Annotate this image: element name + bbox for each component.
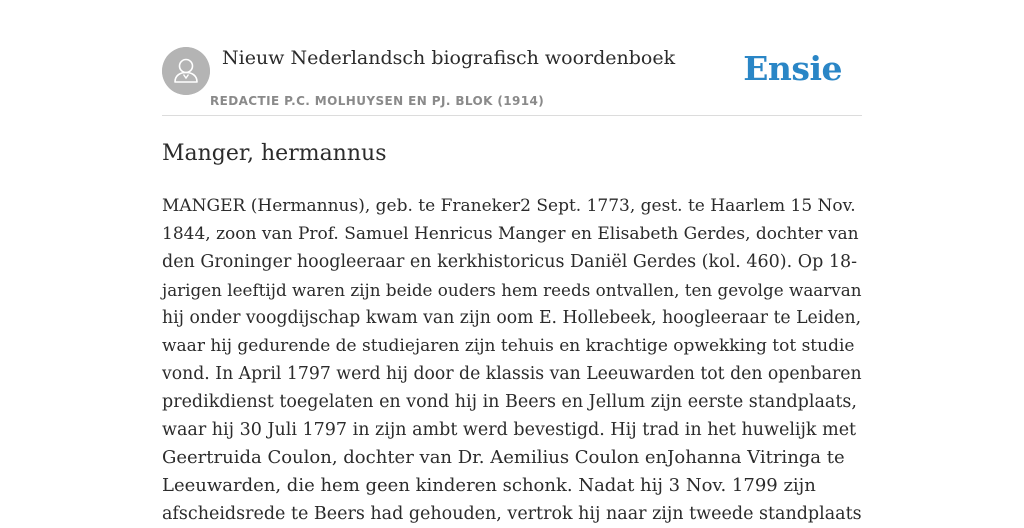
- entry-body-line: vond. In April 1797 werd hij door de klassis van Leeuwarden tot den openbaren: [162, 364, 862, 384]
- entry-body-line: Geertruida Coulon, dochter van Dr. Aemilius Coulon enJohanna Vitringa te: [162, 447, 845, 468]
- entry-body-line: MANGER (Hermannus), geb. te Franeker2 Sept. 1773, gest. te Haarlem 15 Nov.: [162, 196, 856, 216]
- source-title[interactable]: Nieuw Nederlandsch biografisch woordenboek: [222, 47, 676, 69]
- entry-title: Manger, hermannus: [162, 141, 387, 166]
- entry-body-line: Leeuwarden, die hem geen kinderen schonk. Nadat hij 3 Nov. 1799 zijn: [162, 475, 816, 496]
- entry-body-line: den Groninger hoogleeraar en kerkhistoricus Daniël Gerdes (kol. 460). Op 18-: [162, 252, 858, 272]
- entry-body-line: waar hij 30 Juli 1797 in zijn ambt werd bevestigd. Hij trad in het huwelijk met: [162, 420, 857, 440]
- entry-body-line: predikdienst toegelaten en vond hij in Beers en Jellum zijn eerste standplaats,: [162, 392, 857, 412]
- source-header: [162, 0, 862, 116]
- article-container: [162, 0, 862, 524]
- user-silhouette-icon[interactable]: [162, 47, 210, 95]
- entry-body-line: jarigen leeftijd waren zijn beide ouders hem reeds ontvallen, ten gevolge waarvan: [162, 280, 862, 300]
- entry-body-line: 1844, zoon van Prof. Samuel Henricus Manger en Elisabeth Gerdes, dochter van: [162, 224, 859, 244]
- entry-body-line: hij onder voogdijschap kwam van zijn oom E. Hollebeek, hoogleeraar te Leiden,: [162, 308, 862, 328]
- entry-body-line: afscheidsrede te Beers had gehouden, vertrok hij naar zijn tweede standplaats: [162, 504, 862, 524]
- source-editors: REDACTIE P.C. MOLHUYSEN EN PJ. BLOK (1914): [210, 94, 545, 108]
- ensie-logo[interactable]: Ensie: [743, 49, 842, 88]
- entry-body-line: waar hij gedurende de studiejaren zijn tehuis en krachtige opwekking tot studie: [162, 336, 855, 356]
- entry-body: [162, 192, 862, 528]
